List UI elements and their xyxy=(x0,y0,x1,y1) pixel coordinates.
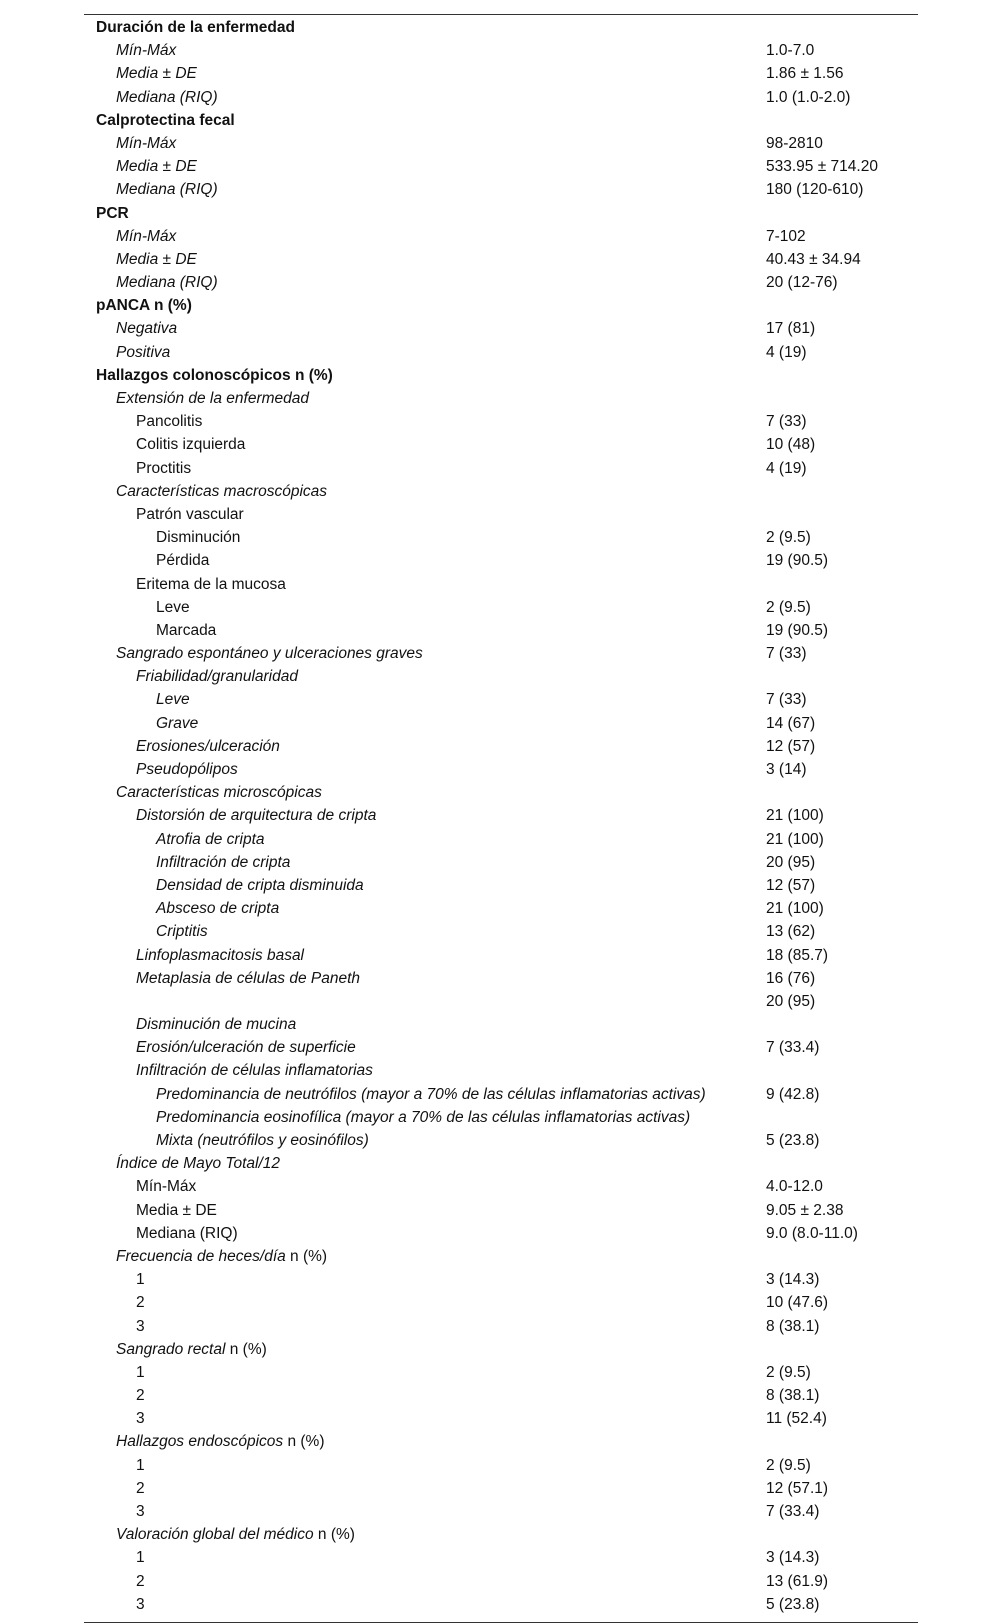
row-label-text: 3 xyxy=(136,1410,145,1428)
table-row xyxy=(84,433,918,456)
table-row xyxy=(84,1106,918,1129)
table-row xyxy=(84,1036,918,1059)
table-row xyxy=(84,1500,918,1523)
row-label-text: Distorsión de arquitectura de cripta xyxy=(136,807,377,825)
section-header-row xyxy=(84,364,918,387)
row-label-text: Media ± DE xyxy=(136,1201,217,1219)
row-value: 19 (90.5) xyxy=(766,621,829,639)
row-value: 17 (81) xyxy=(766,320,816,338)
row-label xyxy=(136,1315,145,1338)
table-row xyxy=(84,317,918,340)
row-label xyxy=(116,317,177,340)
table-row xyxy=(84,341,918,364)
row-label-text: Positiva xyxy=(116,343,171,361)
table-row xyxy=(84,1338,918,1361)
table-row xyxy=(84,619,918,642)
section-title xyxy=(96,16,295,39)
row-label-text: Mín-Máx xyxy=(116,134,177,152)
row-label-text: 3 xyxy=(136,1595,145,1613)
table-row xyxy=(84,526,918,549)
row-value: 14 (67) xyxy=(766,714,816,732)
row-value: 4.0-12.0 xyxy=(766,1178,823,1196)
row-value: 20 (12-76) xyxy=(766,274,838,292)
section-header-row xyxy=(84,109,918,132)
row-label-text: Predominancia eosinofílica (mayor a 70% de las células inflamatorias activas) xyxy=(156,1108,691,1126)
row-label xyxy=(116,387,309,410)
table-row xyxy=(84,132,918,155)
row-value: 10 (47.6) xyxy=(766,1294,829,1312)
table-row xyxy=(84,967,918,990)
row-label-text: Índice de Mayo Total/12 xyxy=(116,1155,281,1173)
table-row xyxy=(84,735,918,758)
table-row xyxy=(84,271,918,294)
row-label xyxy=(136,433,245,456)
section-title xyxy=(96,364,333,387)
row-value: 2 (9.5) xyxy=(766,598,811,616)
table-body xyxy=(84,16,918,1616)
row-label-text: 2 xyxy=(136,1572,145,1590)
table-row xyxy=(84,457,918,480)
row-label-text: Mediana (RIQ) xyxy=(136,1224,238,1242)
row-label xyxy=(116,1245,327,1268)
row-label-text: Mixta (neutrófilos y eosinófilos) xyxy=(156,1132,369,1150)
row-label xyxy=(136,1384,145,1407)
row-label-text: Sangrado espontáneo y ulceraciones graves xyxy=(116,645,423,663)
row-label xyxy=(116,480,327,503)
table-row xyxy=(84,225,918,248)
row-label-text: Eritema de la mucosa xyxy=(136,575,286,593)
row-label-text: Infiltración de células inflamatorias xyxy=(136,1062,373,1080)
table-row xyxy=(84,1291,918,1314)
row-value: 7 (33) xyxy=(766,413,807,431)
row-label-text: 2 xyxy=(136,1387,145,1405)
row-label-text: 1 xyxy=(136,1271,145,1289)
row-label xyxy=(156,828,265,851)
table-row xyxy=(84,387,918,410)
row-value: 3 (14.3) xyxy=(766,1549,820,1567)
row-label xyxy=(116,1152,280,1175)
row-label-text: Densidad de cripta disminuida xyxy=(156,876,364,894)
row-label xyxy=(116,178,218,201)
row-label xyxy=(136,410,202,433)
row-label xyxy=(116,86,218,109)
row-label-text: 1 xyxy=(136,1363,145,1381)
table-row xyxy=(84,503,918,526)
row-label-text: Mediana (RIQ) xyxy=(116,181,218,199)
row-label-text: 1 xyxy=(136,1456,145,1474)
row-value: 1.86 ± 1.56 xyxy=(766,65,844,83)
row-value: 5 (23.8) xyxy=(766,1595,820,1613)
table-row xyxy=(84,1384,918,1407)
row-label-text: Leve xyxy=(156,691,190,709)
row-label-text: PCR xyxy=(96,204,129,222)
table-row xyxy=(84,1430,918,1453)
row-value: 4 (19) xyxy=(766,459,807,477)
table-row xyxy=(84,642,918,665)
row-value: 7 (33.4) xyxy=(766,1039,820,1057)
table-row xyxy=(84,1199,918,1222)
row-label-text: Valoración global del médico xyxy=(116,1526,314,1544)
row-value: 9.05 ± 2.38 xyxy=(766,1201,844,1219)
row-label xyxy=(116,39,176,62)
table-row xyxy=(84,1268,918,1291)
table-row xyxy=(84,1059,918,1082)
row-value: 8 (38.1) xyxy=(766,1387,820,1405)
section-title xyxy=(96,294,192,317)
row-label-text: Mín-Máx xyxy=(136,1178,197,1196)
row-label-text: pANCA n (%) xyxy=(96,297,192,315)
table-row xyxy=(84,712,918,735)
row-value: 21 (100) xyxy=(766,807,824,825)
row-label xyxy=(156,619,216,642)
row-label-text: Duración de la enfermedad xyxy=(96,19,295,36)
row-value: 7 (33.4) xyxy=(766,1503,820,1521)
table-row xyxy=(84,1546,918,1569)
row-label xyxy=(156,851,290,874)
table-row xyxy=(84,573,918,596)
table-row xyxy=(84,688,918,711)
row-label-text: Linfoplasmacitosis basal xyxy=(136,946,305,964)
table-row xyxy=(84,1477,918,1500)
table-row xyxy=(84,851,918,874)
row-label-text: Hallazgos colonoscópicos n (%) xyxy=(96,366,333,384)
section-title xyxy=(96,202,129,225)
row-label xyxy=(136,1407,145,1430)
row-label-text: 2 xyxy=(136,1294,145,1312)
section-header-row xyxy=(84,202,918,225)
row-label-text: Disminución xyxy=(156,529,241,547)
row-label xyxy=(136,1222,238,1245)
row-label xyxy=(136,758,238,781)
row-label xyxy=(136,1059,373,1082)
table-row xyxy=(84,1523,918,1546)
row-label xyxy=(116,248,197,271)
row-label-text: Hallazgos endoscópicos xyxy=(116,1433,284,1451)
row-value: 2 (9.5) xyxy=(766,529,811,547)
table-row xyxy=(84,62,918,85)
table-row xyxy=(84,781,918,804)
row-value: 7-102 xyxy=(766,227,806,245)
row-label xyxy=(116,155,197,178)
row-label xyxy=(156,712,198,735)
row-label xyxy=(116,271,218,294)
table-row xyxy=(84,248,918,271)
table-row xyxy=(84,1570,918,1593)
row-label-text: Mediana (RIQ) xyxy=(116,274,218,292)
row-label xyxy=(136,1546,145,1569)
row-label-text: Erosión/ulceración de superficie xyxy=(136,1039,356,1057)
row-label xyxy=(116,1338,267,1361)
row-label-text: Grave xyxy=(156,714,199,732)
row-label xyxy=(116,642,423,665)
table-row xyxy=(84,178,918,201)
row-label-text: Proctitis xyxy=(136,459,192,477)
row-label-suffix: n (%) xyxy=(283,1433,325,1451)
row-label xyxy=(136,1291,145,1314)
row-label-text: Mediana (RIQ) xyxy=(116,88,218,106)
table-row xyxy=(84,804,918,827)
row-value: 20 (95) xyxy=(766,992,816,1010)
table-row xyxy=(84,1315,918,1338)
row-label-text: Pseudopólipos xyxy=(136,761,238,778)
row-value: 5 (23.8) xyxy=(766,1132,820,1150)
row-label-text: 3 xyxy=(136,1503,145,1521)
table-row xyxy=(84,410,918,433)
row-value: 2 (9.5) xyxy=(766,1456,811,1474)
table-row xyxy=(84,549,918,572)
row-label-text: Mín-Máx xyxy=(116,42,177,60)
table-row xyxy=(84,828,918,851)
row-label xyxy=(136,1500,145,1523)
row-label xyxy=(116,1430,325,1453)
table-row xyxy=(84,1129,918,1152)
row-value: 1.0-7.0 xyxy=(766,42,815,60)
row-label-text: Calprotectina fecal xyxy=(96,111,235,129)
row-value: 13 (62) xyxy=(766,923,816,941)
row-label-text: Características macroscópicas xyxy=(116,482,328,500)
row-label-text: Criptitis xyxy=(156,923,208,941)
row-value: 21 (100) xyxy=(766,830,824,848)
row-label-text: Erosiones/ulceración xyxy=(136,737,280,755)
table-row xyxy=(84,596,918,619)
row-label-text: Pérdida xyxy=(156,552,210,570)
table-row xyxy=(84,1593,918,1616)
row-label xyxy=(136,457,191,480)
table-row xyxy=(84,155,918,178)
row-label xyxy=(116,62,197,85)
row-value: 12 (57.1) xyxy=(766,1479,829,1497)
row-label xyxy=(156,688,190,711)
table-row xyxy=(84,86,918,109)
row-label xyxy=(156,549,209,572)
row-label xyxy=(136,1477,145,1500)
row-label xyxy=(156,1106,690,1129)
row-value: 12 (57) xyxy=(766,876,816,894)
row-label xyxy=(136,1570,145,1593)
row-label-suffix: n (%) xyxy=(225,1340,267,1358)
table-row xyxy=(84,944,918,967)
row-value: 180 (120-610) xyxy=(766,181,864,199)
table-row xyxy=(84,1222,918,1245)
row-label-text: Marcada xyxy=(156,621,217,639)
row-label-text: Media ± DE xyxy=(116,65,197,83)
row-value: 20 (95) xyxy=(766,853,816,871)
row-value: 11 (52.4) xyxy=(766,1410,827,1428)
row-value: 3 (14) xyxy=(766,761,807,778)
row-label-suffix: n (%) xyxy=(313,1526,355,1544)
row-value: 533.95 ± 714.20 xyxy=(766,158,878,176)
row-label xyxy=(136,944,304,967)
row-label xyxy=(136,967,360,990)
table-row xyxy=(84,920,918,943)
row-label xyxy=(136,735,280,758)
row-label xyxy=(136,573,286,596)
row-label-text: Predominancia de neutrófilos (mayor a 70% de las células inflamatorias activas) xyxy=(156,1085,706,1103)
table-row xyxy=(84,480,918,503)
table-row xyxy=(84,1454,918,1477)
row-value: 98-2810 xyxy=(766,134,823,152)
row-label xyxy=(136,804,376,827)
row-value: 2 (9.5) xyxy=(766,1363,811,1381)
row-value: 9 (42.8) xyxy=(766,1085,820,1103)
table-row xyxy=(84,665,918,688)
row-label-text: Pancolitis xyxy=(136,413,203,431)
row-label xyxy=(136,1036,356,1059)
row-label-text: Leve xyxy=(156,598,190,616)
row-label xyxy=(156,920,208,943)
row-label-text: Patrón vascular xyxy=(136,505,244,523)
row-value: 4 (19) xyxy=(766,343,807,361)
table-row xyxy=(84,874,918,897)
row-label-text: Extensión de la enfermedad xyxy=(116,390,310,407)
table-row xyxy=(84,1175,918,1198)
row-label-text: Media ± DE xyxy=(116,250,197,268)
row-label-text: Sangrado rectal xyxy=(116,1340,226,1358)
row-label-suffix: n (%) xyxy=(285,1247,328,1265)
row-value: 9.0 (8.0-11.0) xyxy=(766,1224,858,1242)
row-label-text: Características microscópicas xyxy=(116,784,322,802)
row-label-text: Colitis izquierda xyxy=(136,436,246,454)
row-label xyxy=(156,897,279,920)
row-value: 10 (48) xyxy=(766,436,816,454)
row-label-text: Absceso de cripta xyxy=(156,900,280,918)
table-row xyxy=(84,1361,918,1384)
row-label xyxy=(136,665,298,688)
row-value: 16 (76) xyxy=(766,969,816,987)
data-table xyxy=(84,14,918,1623)
row-value: 21 (100) xyxy=(766,900,824,918)
section-title xyxy=(96,109,235,132)
row-label-text: 1 xyxy=(136,1549,145,1567)
row-label xyxy=(116,1523,355,1546)
row-value: 7 (33) xyxy=(766,645,807,663)
row-value: 7 (33) xyxy=(766,691,807,709)
table-row xyxy=(84,1152,918,1175)
row-value: 12 (57) xyxy=(766,737,816,755)
row-value: 18 (85.7) xyxy=(766,946,829,964)
row-label xyxy=(136,1199,217,1222)
row-label-text: Negativa xyxy=(116,320,178,338)
row-label xyxy=(136,1175,196,1198)
row-label xyxy=(156,596,190,619)
section-header-row xyxy=(84,16,918,39)
section-header-row xyxy=(84,294,918,317)
row-label xyxy=(116,781,322,804)
row-label-text: Atrofia de cripta xyxy=(156,830,265,848)
row-label-text: 2 xyxy=(136,1479,145,1497)
row-label-text: Metaplasia de células de Paneth xyxy=(136,969,361,987)
row-label-text: Infiltración de cripta xyxy=(156,853,291,871)
row-value: 40.43 ± 34.94 xyxy=(766,250,861,268)
row-value: 1.0 (1.0-2.0) xyxy=(766,88,851,106)
row-label xyxy=(156,1129,369,1152)
row-label xyxy=(116,341,170,364)
row-label-text: Frecuencia de heces/día xyxy=(116,1247,286,1265)
row-label xyxy=(156,874,364,897)
row-value: 13 (61.9) xyxy=(766,1572,829,1590)
table-row xyxy=(84,990,918,1036)
row-value: 8 (38.1) xyxy=(766,1317,820,1335)
table-row xyxy=(84,1245,918,1268)
row-label-text: 3 xyxy=(136,1317,145,1335)
row-label-text: Disminución de mucina xyxy=(136,1016,297,1034)
row-label-text: Friabilidad/granularidad xyxy=(136,668,298,686)
table-row xyxy=(84,897,918,920)
row-label xyxy=(136,1593,145,1616)
row-label xyxy=(116,132,176,155)
row-label xyxy=(136,1268,145,1291)
row-label xyxy=(156,526,240,549)
table-row xyxy=(84,1407,918,1430)
row-label-text: Mín-Máx xyxy=(116,227,177,245)
row-value: 3 (14.3) xyxy=(766,1271,820,1289)
table-row xyxy=(84,39,918,62)
table-row xyxy=(84,1083,918,1106)
row-label xyxy=(116,225,176,248)
row-label xyxy=(156,1083,706,1106)
row-label xyxy=(136,1454,145,1477)
row-label xyxy=(136,1013,296,1036)
row-label-text: Media ± DE xyxy=(116,158,197,176)
row-label xyxy=(136,503,244,526)
row-value: 19 (90.5) xyxy=(766,552,829,570)
row-label xyxy=(136,1361,145,1384)
table-row xyxy=(84,758,918,781)
